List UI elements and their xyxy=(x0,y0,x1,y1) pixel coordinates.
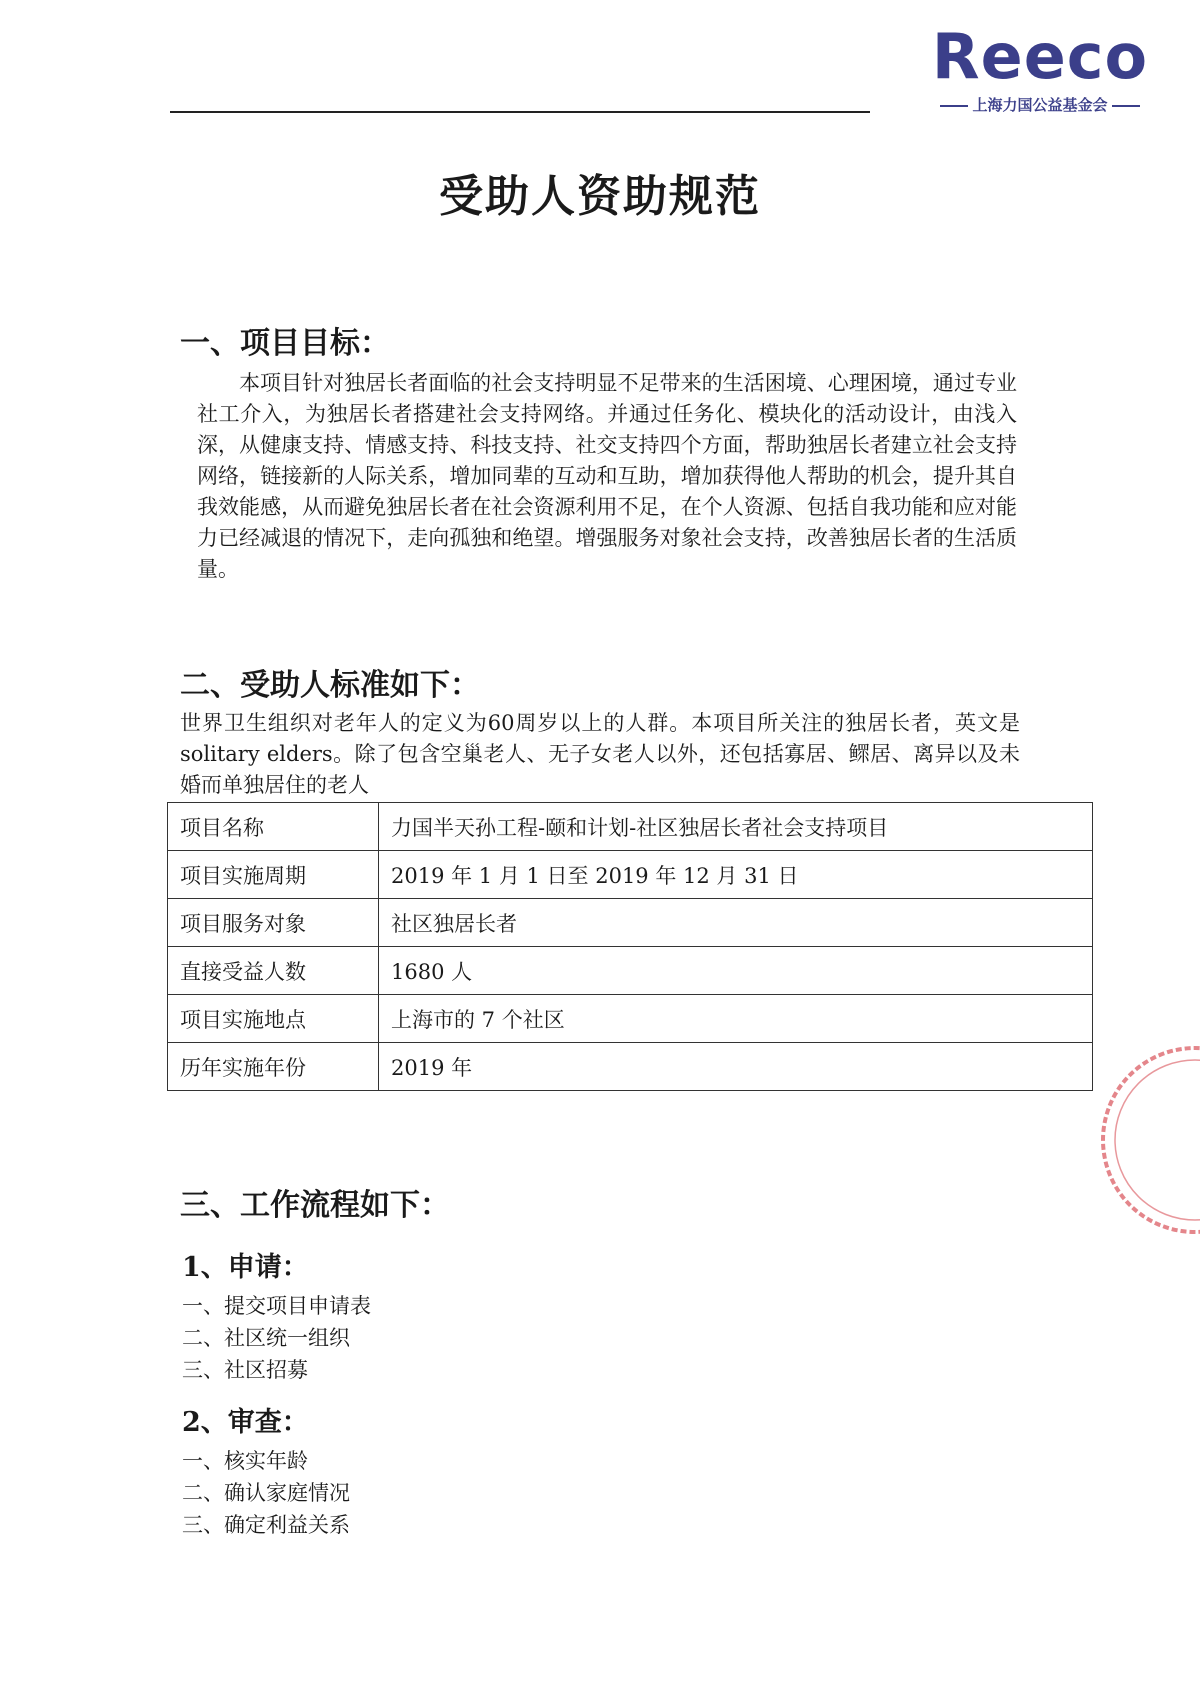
list-item: 二、确认家庭情况 xyxy=(182,1481,350,1505)
logo-brand-text: Reeco xyxy=(931,20,1149,93)
table-row xyxy=(168,899,1093,947)
table-label-cell: 直接受益人数 xyxy=(168,947,379,995)
apply-heading: 1、申请： xyxy=(182,1252,309,1283)
section2-body: 世界卫生组织对老年人的定义为60周岁以上的人群。本项目所关注的独居长者，英文是 solitary elders。除了包含空巢老人、无子女老人以外，还包括寡居、鳏居、离异以及未婚而单独居住的老人 xyxy=(180,711,1020,797)
section2-heading: 二、受助人标准如下： xyxy=(180,668,480,703)
table-value-cell: 上海市的 7 个社区 xyxy=(379,995,1093,1043)
logo-dash-right xyxy=(1112,105,1140,107)
header-divider xyxy=(170,111,870,113)
list-item: 一、提交项目申请表 xyxy=(182,1294,371,1318)
table-value-cell: 2019 年 xyxy=(379,1043,1093,1091)
review-list xyxy=(182,1445,350,1541)
list-item: 三、社区招募 xyxy=(182,1358,308,1382)
table-value-cell: 1680 人 xyxy=(379,947,1093,995)
project-info-table xyxy=(167,802,1093,1091)
table-label-cell: 项目服务对象 xyxy=(168,899,379,947)
review-heading: 2、审查： xyxy=(182,1407,309,1438)
section1-body: 本项目针对独居长者面临的社会支持明显不足带来的生活困境、心理困境，通过专业社工介入，为独居长者搭建社会支持网络。并通过任务化、模块化的活动设计，由浅入深，从健康支持、情感支持、科技支持、社交支持四个方面，帮助独居长者建立社会支持网络，链接新的人际关系，增加同辈的互动和互助，增加获得他人帮助的机会，提升其自我效能感，从而避免独居长者在社会资源利用不足，在个人资源、包括自我功能和应对能力已经减退的情况下，走向孤独和绝望。增强服务对象社会支持，改善独居长者的生活质量。 xyxy=(197,371,1017,581)
table-label-cell: 历年实施年份 xyxy=(168,1043,379,1091)
table-row xyxy=(168,1043,1093,1091)
table-label-cell: 项目名称 xyxy=(168,803,379,851)
table-row xyxy=(168,803,1093,851)
table-label-cell: 项目实施地点 xyxy=(168,995,379,1043)
list-item: 二、社区统一组织 xyxy=(182,1326,350,1350)
document-title: 受助人资助规范 xyxy=(439,171,761,222)
logo-subtitle xyxy=(925,94,1155,115)
apply-list xyxy=(182,1290,371,1386)
logo-dash-left xyxy=(940,105,968,107)
table-row xyxy=(168,851,1093,899)
section1-heading: 一、项目目标： xyxy=(180,326,390,361)
seal-stamp xyxy=(1095,1040,1200,1240)
table-row xyxy=(168,947,1093,995)
table-value-cell: 力国半天孙工程-颐和计划-社区独居长者社会支持项目 xyxy=(379,803,1093,851)
section3-heading: 三、工作流程如下： xyxy=(180,1188,450,1223)
reeco-logo xyxy=(925,22,1155,112)
table-row xyxy=(168,995,1093,1043)
table-value-cell: 社区独居长者 xyxy=(379,899,1093,947)
list-item: 一、核实年龄 xyxy=(182,1449,308,1473)
table-value-cell: 2019 年 1 月 1 日至 2019 年 12 月 31 日 xyxy=(379,851,1093,899)
list-item: 三、确定利益关系 xyxy=(182,1513,350,1537)
table-label-cell: 项目实施周期 xyxy=(168,851,379,899)
logo-subtitle-text: 上海力国公益基金会 xyxy=(972,96,1108,114)
